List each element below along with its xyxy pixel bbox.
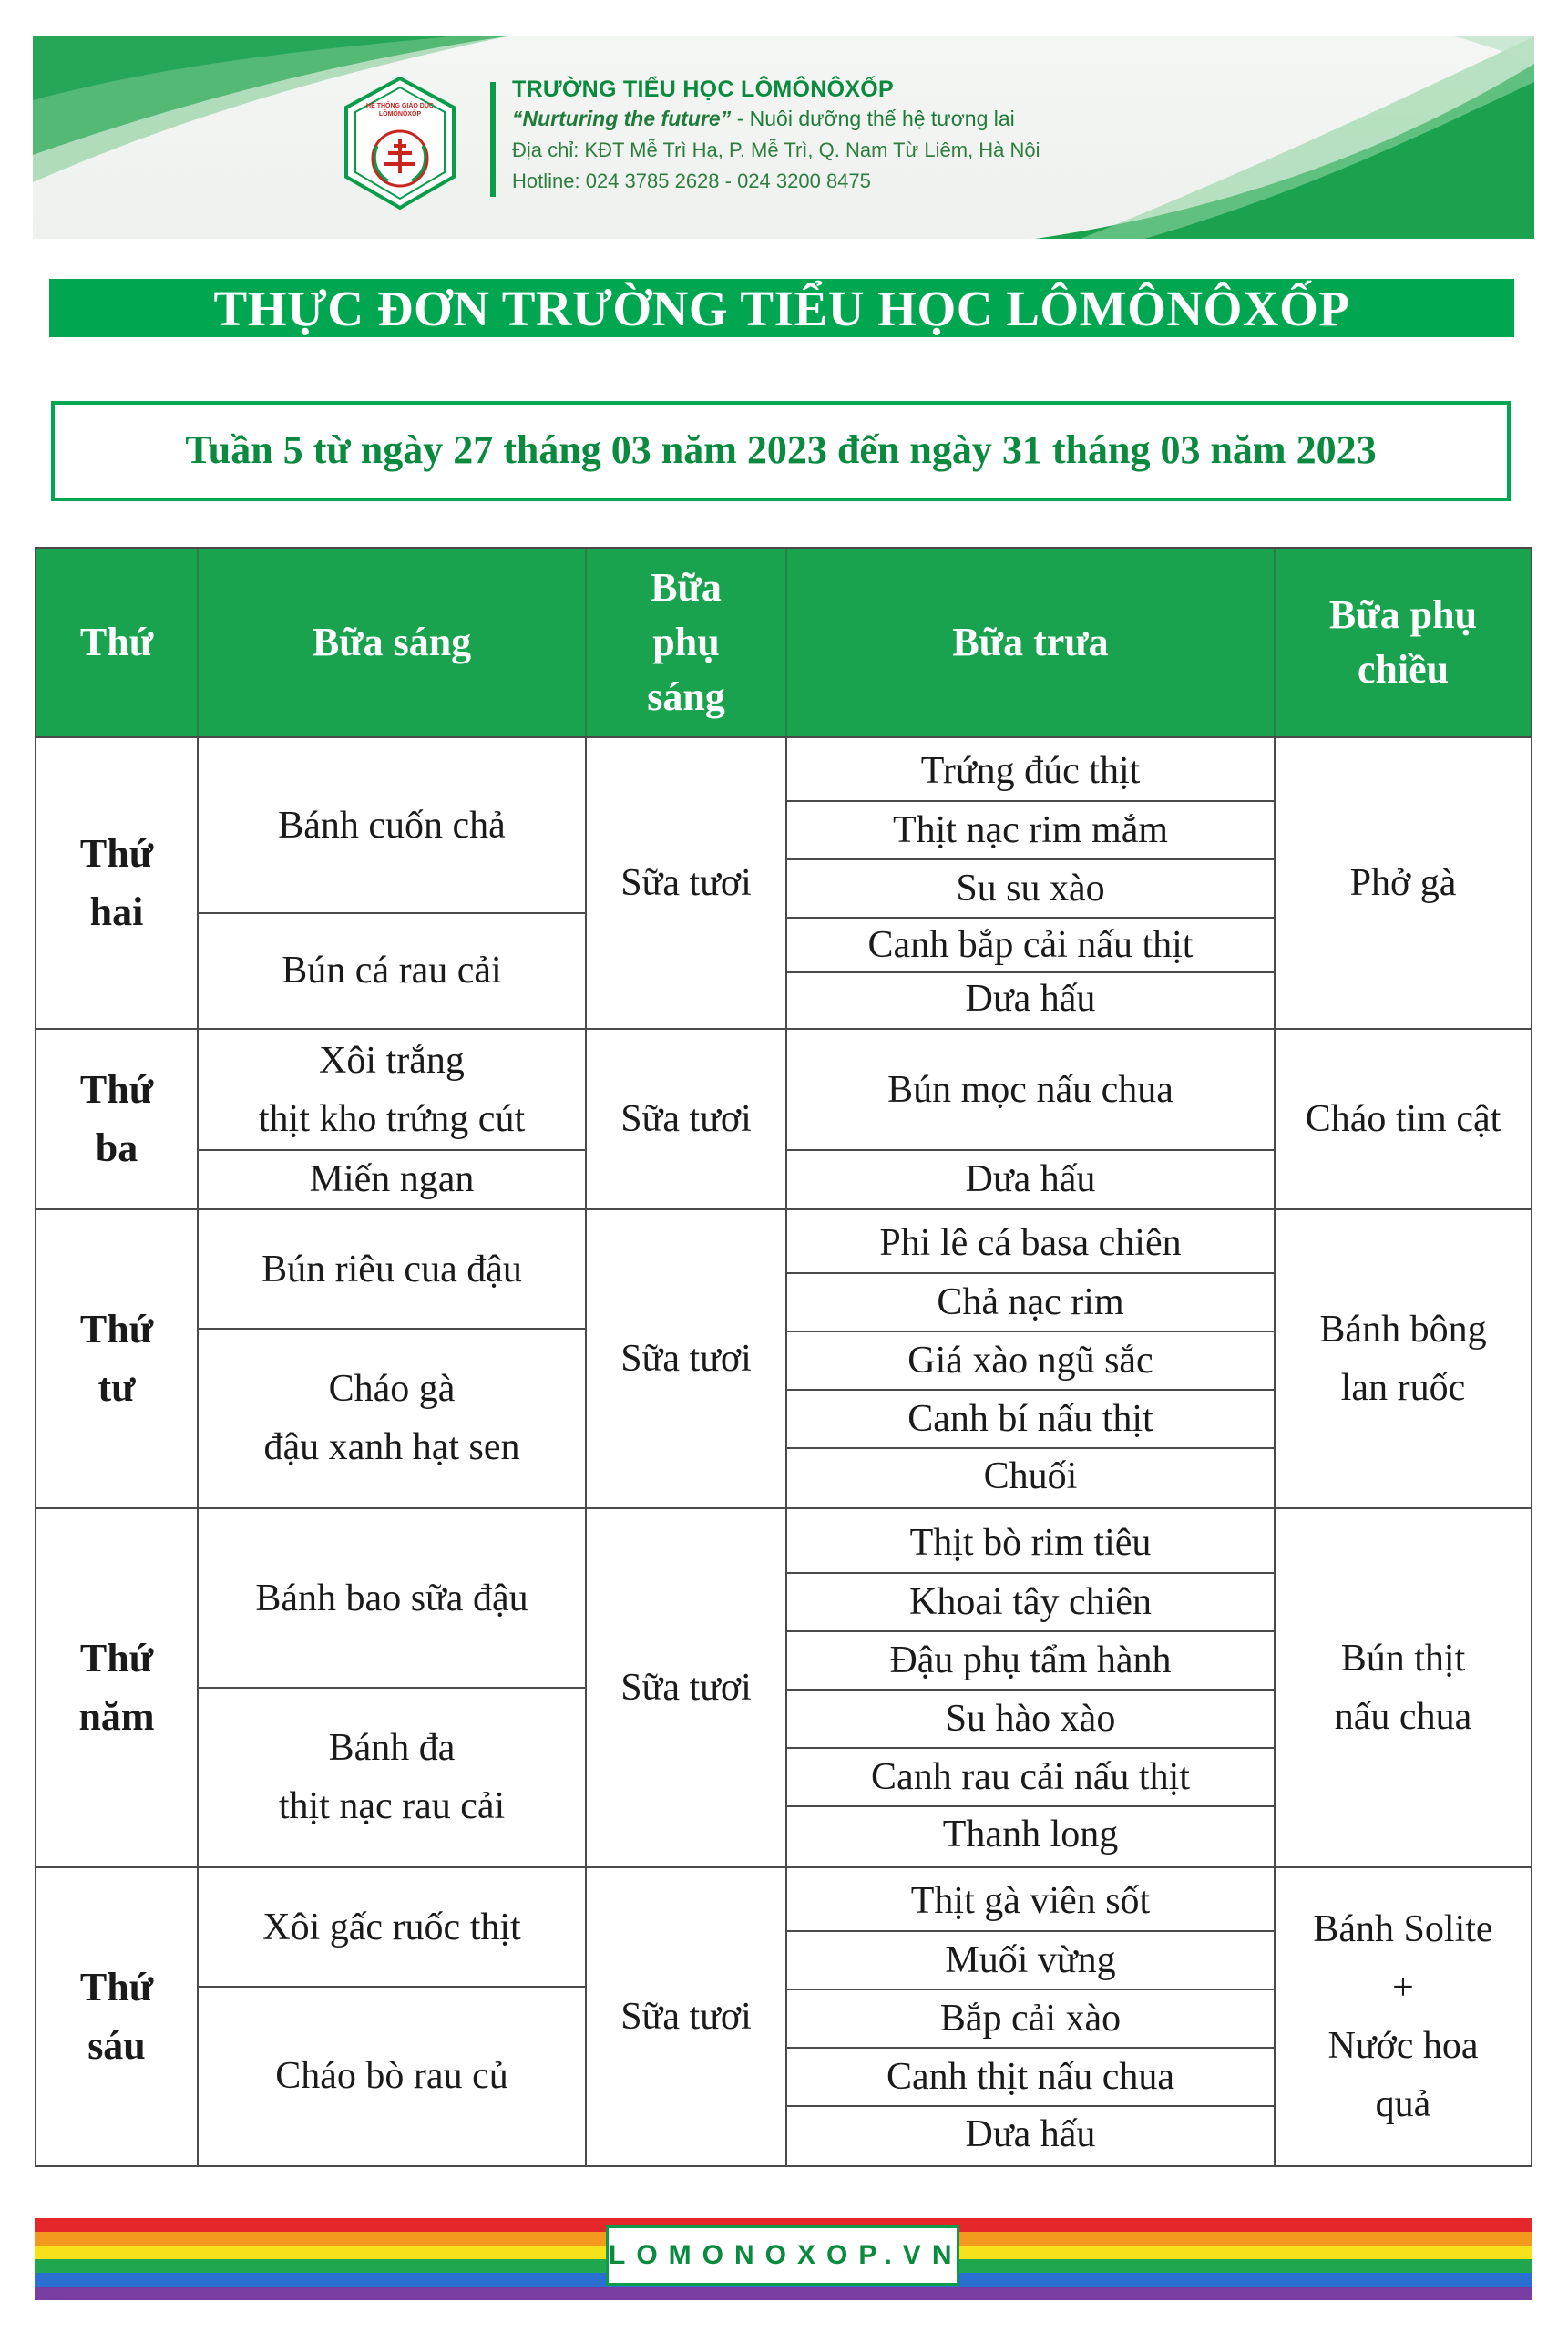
school-info: [512, 77, 1040, 193]
breakfast-item: Cháo bò rau củ: [199, 1986, 585, 2164]
day-cell: Thứ hai: [36, 738, 199, 1028]
lunch-item: Chả nạc rim: [787, 1272, 1274, 1331]
snack-am-cell: Sữa tươi: [587, 1030, 787, 1208]
header-breakfast: Bữa sáng: [199, 549, 587, 736]
snack-pm-cell: Phở gà: [1349, 862, 1457, 904]
breakfast-item: Bún cá rau cải: [199, 912, 585, 1027]
snack-pm-cell: Bánh bông lan ruốc: [1319, 1309, 1487, 1409]
lunch-item: Thanh long: [787, 1805, 1274, 1862]
menu-table: [35, 547, 1532, 2167]
lunch-item: Trứng đúc thịt: [920, 750, 1141, 792]
lunch-item: Dưa hấu: [787, 1149, 1274, 1208]
header-snack-pm: Bữa phụ chiều: [1328, 592, 1478, 692]
lunch-cell: [787, 1210, 1276, 1507]
address: Địa chỉ: KĐT Mễ Trì Hạ, P. Mễ Trì, Q. Nam Từ Liêm, Hà Nội: [512, 139, 1040, 161]
lunch-item: Đậu phụ tẩm hành: [787, 1630, 1274, 1689]
slogan-vi: - Nuôi dưỡng thế hệ tương lai: [731, 107, 1015, 130]
lunch-item: Giá xào ngũ sắc: [787, 1331, 1274, 1389]
hotline: Hotline: 024 3785 2628 - 024 3200 8475: [512, 170, 871, 192]
table-row: [35, 1509, 1532, 1868]
lunch-item: Canh bắp cải nấu thịt: [787, 917, 1274, 971]
table-row: [35, 1868, 1532, 2167]
lunch-item: Canh rau cải nấu thịt: [787, 1747, 1274, 1805]
breakfast-item: Bánh cuốn chả: [278, 805, 506, 847]
header-lunch: Bữa trưa: [787, 549, 1276, 736]
website-link[interactable]: LOMONOXOP.VN: [606, 2225, 959, 2286]
lunch-item: Muối vừng: [787, 1930, 1274, 1989]
week-range: Tuần 5 từ ngày 27 tháng 03 năm 2023 đến ngày 31 tháng 03 năm 2023: [51, 401, 1511, 501]
lunch-cell: [787, 738, 1276, 1028]
snack-pm-cell: Bún thịt nấu chua: [1334, 1638, 1472, 1738]
lunch-item: Canh bí nấu thịt: [787, 1389, 1274, 1447]
snack-pm-cell: Cháo tim cật: [1305, 1098, 1501, 1140]
lunch-item: Bún mọc nấu chua: [887, 1069, 1173, 1111]
header-snack-am: Bữa phụ sáng: [587, 549, 787, 736]
slogan: [512, 107, 1040, 131]
lunch-item: Dưa hấu: [787, 2105, 1274, 2162]
lunch-item: Su su xào: [787, 858, 1274, 917]
breakfast-cell: [199, 1509, 587, 1866]
breakfast-cell: [199, 1868, 587, 2165]
page-title: THỰC ĐƠN TRƯỜNG TIỂU HỌC LÔMÔNÔXỐP: [49, 279, 1514, 337]
header-divider: [490, 82, 496, 197]
school-logo: [341, 75, 459, 211]
breakfast-item: Xôi gấc ruốc thịt: [262, 1906, 521, 1948]
lunch-cell: [787, 1030, 1276, 1208]
snack-am-cell: Sữa tươi: [587, 1210, 787, 1507]
stripe-purple: [35, 2287, 1532, 2300]
table-row: [35, 1210, 1532, 1509]
breakfast-item: Xôi trắng thịt kho trứng cút: [258, 1040, 526, 1140]
day-cell: Thứ sáu: [36, 1868, 199, 2165]
breakfast-item: Bánh bao sữa đậu: [255, 1578, 528, 1619]
lunch-item: Canh thịt nấu chua: [787, 2047, 1274, 2105]
school-name: TRƯỜNG TIỂU HỌC LÔMÔNÔXỐP: [512, 77, 895, 102]
lunch-item: Bắp cải xào: [787, 1989, 1274, 2047]
lunch-item: Khoai tây chiên: [787, 1572, 1274, 1630]
logo-text: HỆ THỐNG GIÁO DỤC LÔMÔNÔXỐP: [366, 103, 434, 118]
slogan-en: “Nurturing the future”: [512, 107, 732, 130]
snack-am-cell: Sữa tươi: [587, 1509, 787, 1866]
lunch-item: Dưa hấu: [787, 971, 1274, 1024]
header-banner: [33, 36, 1534, 239]
school-crest-icon: [341, 75, 459, 211]
lunch-item: Su hào xào: [787, 1689, 1274, 1747]
lunch-item: Phi lê cá basa chiên: [879, 1222, 1182, 1264]
lunch-item: Chuối: [787, 1447, 1274, 1504]
lunch-cell: [787, 1509, 1276, 1866]
table-row: [35, 738, 1532, 1030]
day-cell: Thứ năm: [36, 1509, 199, 1866]
table-header: [35, 547, 1532, 738]
breakfast-cell: [199, 1030, 587, 1208]
snack-am-cell: Sữa tươi: [587, 1868, 787, 2165]
table-row: [35, 1030, 1532, 1210]
header-day: Thứ: [36, 549, 199, 736]
breakfast-cell: [199, 738, 587, 1028]
snack-am-cell: Sữa tươi: [587, 738, 787, 1028]
breakfast-item: Bánh đa thịt nạc rau cải: [199, 1687, 585, 1865]
breakfast-item: Bún riêu cua đậu: [261, 1249, 522, 1290]
breakfast-item: Miến ngan: [199, 1149, 585, 1208]
day-cell: Thứ tư: [36, 1210, 199, 1507]
lunch-item: Thịt bò rim tiêu: [909, 1522, 1152, 1564]
breakfast-item: Cháo gà đậu xanh hạt sen: [199, 1328, 585, 1506]
lunch-cell: [787, 1868, 1276, 2165]
snack-pm-cell: Bánh Solite + Nước hoa quả: [1313, 1908, 1493, 2125]
day-cell: Thứ ba: [36, 1030, 199, 1208]
breakfast-cell: [199, 1210, 587, 1507]
lunch-item: Thịt gà viên sốt: [910, 1880, 1151, 1922]
lunch-item: Thịt nạc rim mắm: [787, 800, 1274, 858]
